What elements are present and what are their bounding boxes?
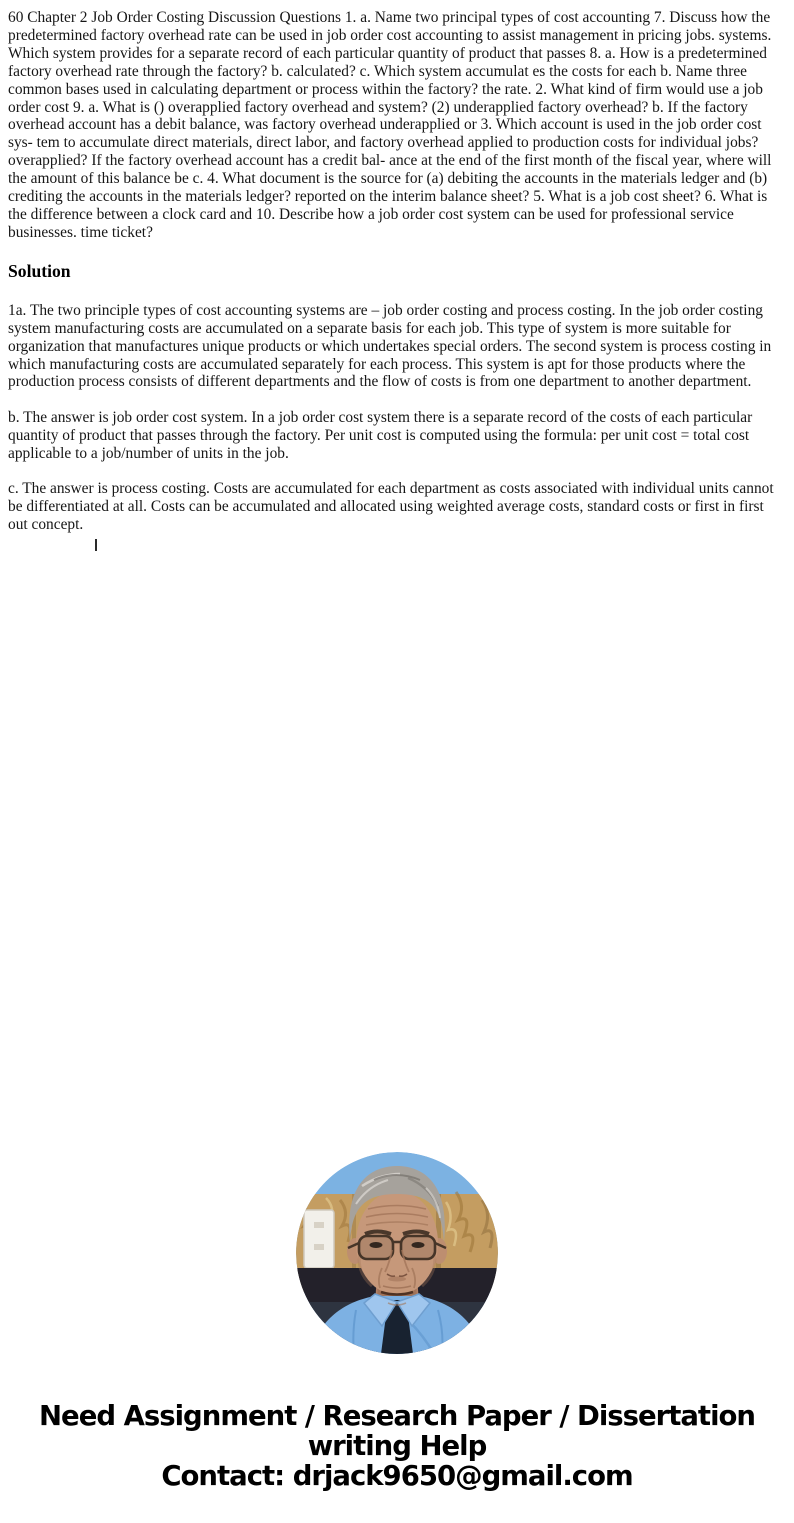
solution-paragraph-c: c. The answer is process costing. Costs are accumulated for each department as costs associated with individual units cannot be differentiated at all. Costs can be accumulated and allocated using weighted average costs, standard costs or first in first out concept.	[8, 480, 774, 533]
footer-promo	[0, 1401, 794, 1491]
solution-paragraph-1a: 1a. The two principle types of cost accounting systems are – job order costing and process costing. In the job order costing system manufacturing costs are accumulated on a separate basis for each job. This type of system is more suitable for organization that manufactures unique products or which undertakes special orders. The second system is process costing in which manufacturing costs are accumulated separately for each process. This system is apt for those products where the production process consists of different departments and the flow of costs is from one department to another department.	[8, 301, 772, 391]
footer-line-2: writing Help	[307, 1430, 487, 1462]
footer-line-1: Need Assignment / Research Paper / Dissertation	[39, 1400, 755, 1432]
solution-heading: Solution	[8, 260, 71, 281]
solution-paragraph-b: b. The answer is job order cost system. In a job order cost system there is a separate record of the costs of each particular quantity of product that passes through the factory. Per unit cost is computed using the formula: per unit cost = total cost applicable to a job/number of units in the job.	[8, 408, 753, 462]
questions-paragraph: 60 Chapter 2 Job Order Costing Discussion Questions 1. a. Name two principal types of cost accounting 7. Discuss how the predetermined factory overhead rate can be used in job order cost accounting to assist management in pricing jobs. systems. Which system provides for a separate record of each particular quantity of product that passes 8. a. How is a predetermined factory overhead rate through the factory? b. calculated? c. Which system accumulat es the costs for each b. Name three common bases used in calculating department or process within the factory? the rate. 2. What kind of firm would use a job order cost 9. a. What is () overapplied factory overhead and system? (2) underapplied factory overhead? b. If the factory overhead account has a debit balance, was factory overhead underapplied or 3. Which account is used in the job order cost sys- tem to accumulate direct materials, direct labor, and factory overhead applied to production costs for individual jobs? overapplied? If the factory overhead account has a credit bal- ance at the end of the first month of the fiscal year, where will the amount of this balance be c. 4. What document is the source for (a) debiting the accounts in the materials ledger and (b) crediting the accounts in the materials ledger? reported on the interim balance sheet? 5. What is a job cost sheet? 6. What is the difference between a clock card and 10. Describe how a job order cost system can be used for professional service businesses. time ticket?	[8, 9, 772, 241]
text-cursor	[95, 539, 97, 551]
document-body	[8, 0, 787, 551]
footer-contact-email: Contact: drjack9650@gmail.com	[161, 1460, 633, 1492]
tutor-avatar-photo	[296, 1152, 498, 1354]
tutor-avatar-illustration	[296, 1152, 498, 1354]
